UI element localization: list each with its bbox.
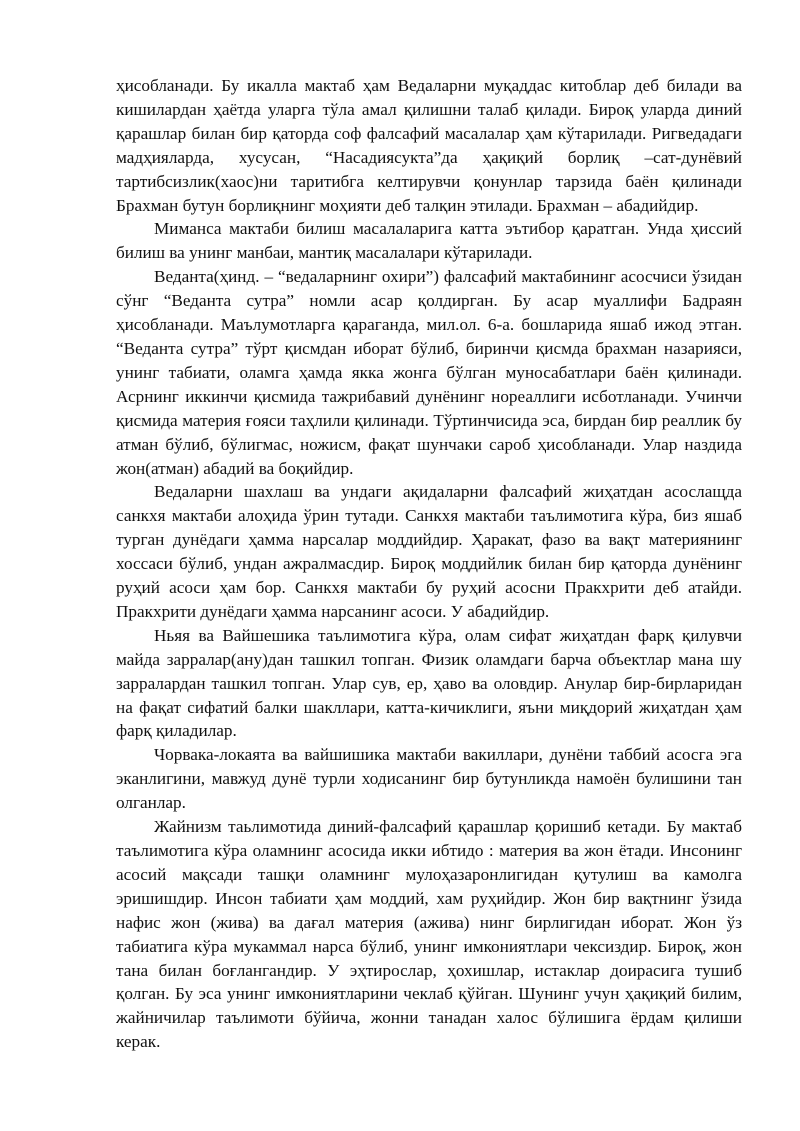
paragraph-sankhya: Ведаларни шахлаш ва ундаги ақидаларни фалсафий жиҳатдан асослащда санкхя мактаби алоҳида ўрин тутади. Санкхя мактаби таълимотига кўра, биз яшаб турган дунёдаги ҳамма нарсалар моддийдир. Ҳаракат, фазо ва вақт материянинг хоссаси бўлиб, ундан ажралмасдир. Бироқ моддийлик билан бир қаторда дунёнинг руҳий асоси ҳам бор. Санкхя мактаби бу руҳий асосни Пракхрити деб атайди. Пракхрити дунёдаги ҳамма нарсанинг асоси. У абадийдир. [116, 482, 742, 621]
paragraph-vedanta: Веданта(ҳинд. – “ведаларнинг охири”) фалсафий мактабининг асосчиси ўзидан сўнг “Веданта сутра” номли асар қолдирган. Бу асар муаллифи Бадраян ҳисобланади. Маълумотларга қараганда, мил.ол. 6-а. бошларида яшаб ижод этган. “Веданта сутра” тўрт қисмдан иборат бўлиб, биринчи қисмда брахман назарияси, унинг табиати, оламга ҳамда якка жонга бўлган муносабатлари баён қилинади. Асрнинг иккинчи қисмида тажрибавий дунёнинг нореаллиги исботланади. Учинчи қисмида материя ғояси таҳлили қилинади. Тўртинчисида эса, бирдан бир реаллик бу атман бўлиб, бўлигмас, ножисм, фақат шунчаки сароб ҳисобланади. Улар наздида жон(атман) абадий ва боқийдир. [116, 267, 742, 478]
paragraph-charvaka: Чорвака-локаята ва вайшишика мактаби вакиллари, дунёни таббий асосга эга эканлигини, мавжуд дунё турли ходисанинг бир бутунликда намоён булишини тан олганлар. [116, 745, 742, 813]
document-page [116, 74, 742, 1054]
paragraph-continuation: ҳисобланади. Бу икалла мактаб ҳам Ведаларни муқаддас китоблар деб билади ва кишилардан ҳаётда уларга тўла амал қилишни талаб қилади. Бироқ уларда диний қарашлар билан бир қаторда соф фалсафий масалалар ҳам кўтарилади. Ригведадаги мадҳияларда, хусусан, “Насадиясукта”да ҳақиқий борлиқ –сат-дунёвий тартибсизлик(хаос)ни таритибга келтирувчи қонунлар тарзида баён қилинади Брахман бутун борлиқнинг моҳияти деб талқин этилади. Брахман – абадийдир. [116, 76, 742, 215]
paragraph-mimansa: Миманса мактаби билиш масалаларига катта эътибор қаратган. Унда ҳиссий билиш ва унинг манбаи, мантиқ масалалари кўтарилади. [116, 219, 742, 263]
paragraph-nyaya-vaisheshika: Ньяя ва Вайшешика таълимотига кўра, олам сифат жиҳатдан фарқ қилувчи майда зарралар(ану)дан ташкил топган. Физик оламдаги барча объектлар мана шу зарралардан ташкил топган. Улар сув, ер, ҳаво ва оловдир. Анулар бир-бирларидан на фақат сифатий балки шакллари, катта-кичиклиги, яъни миқдорий жиҳатдан ҳам фарқ қиладилар. [116, 625, 742, 741]
paragraph-jainism: Жайнизм таьлимотида диний-фалсафий қарашлар қоришиб кетади. Бу мактаб таълимотига кўра оламнинг асосида икки ибтидо : материя ва жон ётади. Инсонинг асосий мақсади ташқи оламнинг мулоҳазаронлигидан қутулиш ва камолга эришишдир. Инсон табиати ҳам моддий, хам руҳийдир. Жон бир вақтнинг ўзида нафис жон (жива) ва дағал материя (ажива) нинг бирлигидан иборат. Жон ўз табиатига кўра мукаммал нарса бўлиб, унинг имкониятлари чексиздир. Бироқ, жон тана билан боғлангандир. У эҳтирослар, ҳохишлар, истаклар доирасига тушиб қолган. Бу эса унинг имкониятларини чеклаб қўйган. Шунинг учун ҳақиқий билим, жайничилар таълимоти бўйича, жонни танадан халос бўлишига ёрдам қилиши керак. [116, 817, 742, 1052]
